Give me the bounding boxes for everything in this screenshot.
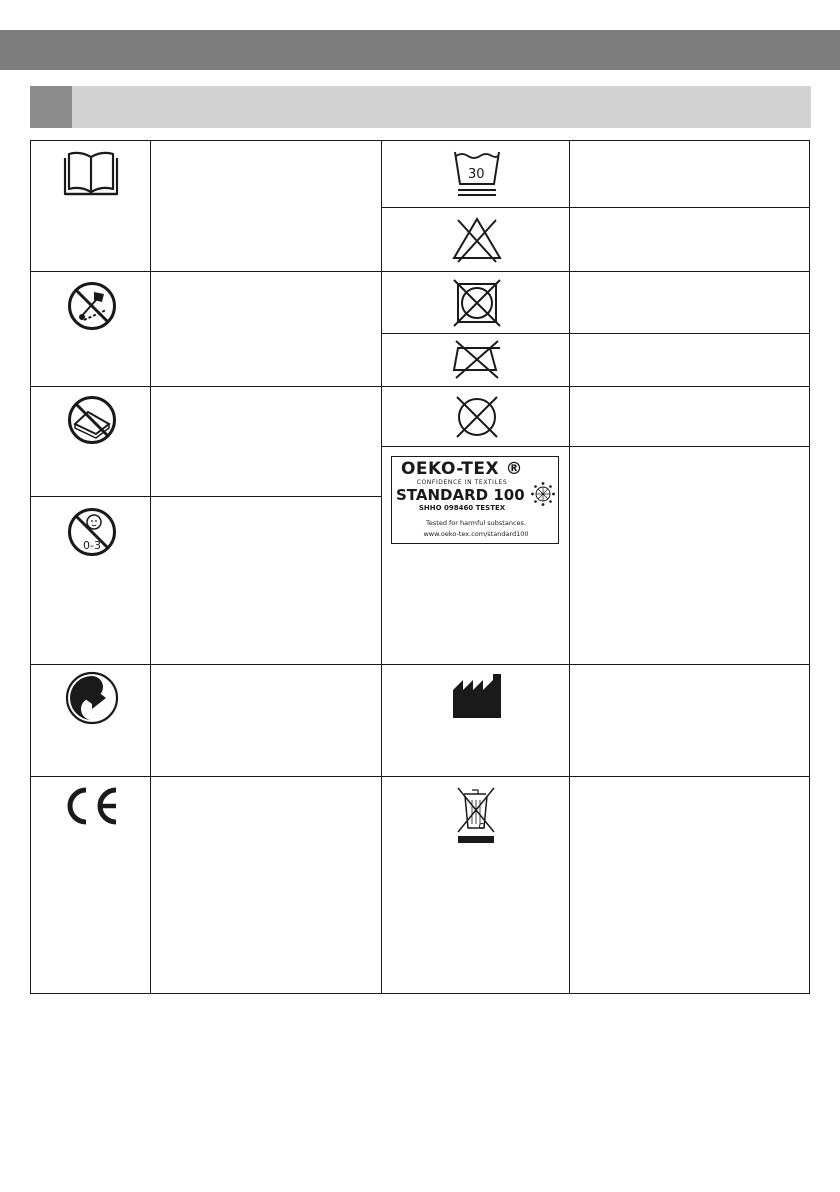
read-manual-icon	[62, 150, 120, 198]
row-line-right-7	[381, 776, 810, 777]
col-divider-1	[150, 140, 151, 994]
row-line-right-4	[381, 386, 810, 387]
oeko-tex-standard: STANDARD 100	[396, 486, 525, 504]
not-for-children-0-3-icon	[66, 506, 118, 558]
age-label: 0-3	[83, 539, 101, 552]
section-tab	[30, 86, 72, 128]
row-line-right-2	[381, 271, 810, 272]
symbols-table	[30, 140, 810, 994]
row-line-left-4	[30, 664, 382, 665]
do-not-dry-clean-icon	[452, 392, 502, 442]
row-line-right-1	[381, 207, 810, 208]
do-not-tumble-dry-icon	[452, 278, 502, 328]
oeko-tex-tested: Tested for harmful substances.	[426, 519, 526, 527]
row-line-left-3	[30, 496, 382, 497]
oeko-tex-url: www.oeko-tex.com/standard100	[423, 530, 529, 538]
oeko-tex-label	[391, 456, 559, 544]
oeko-tex-emblem-icon	[530, 481, 556, 507]
oeko-tex-code: SHHO 098460 TESTEX	[418, 504, 506, 512]
do-not-bleach-icon	[450, 214, 504, 264]
no-sharp-objects-icon	[66, 280, 118, 332]
row-line-right-3	[381, 333, 810, 334]
weee-bin-icon	[450, 784, 504, 844]
oeko-tex-brand: OEKO-TEX ®	[400, 459, 524, 479]
row-line-left-2	[30, 386, 382, 387]
manufacturer-icon	[451, 672, 503, 720]
wash-30-icon	[452, 146, 502, 198]
ce-mark-icon	[62, 786, 120, 826]
col-divider-3	[569, 140, 570, 994]
section-header-bar	[30, 86, 811, 128]
oeko-tex-tagline: CONFIDENCE IN TEXTILES	[416, 479, 508, 486]
row-line-left-1	[30, 271, 382, 272]
do-not-iron-icon	[450, 338, 504, 380]
no-folding-icon	[66, 394, 118, 446]
row-line-left-5	[30, 776, 382, 777]
green-dot-icon	[64, 670, 120, 726]
col-divider-2	[381, 140, 382, 994]
top-bar	[0, 30, 840, 70]
row-line-right-6	[381, 664, 810, 665]
wash-temperature-label: 30	[468, 167, 485, 182]
row-line-right-5	[381, 446, 810, 447]
